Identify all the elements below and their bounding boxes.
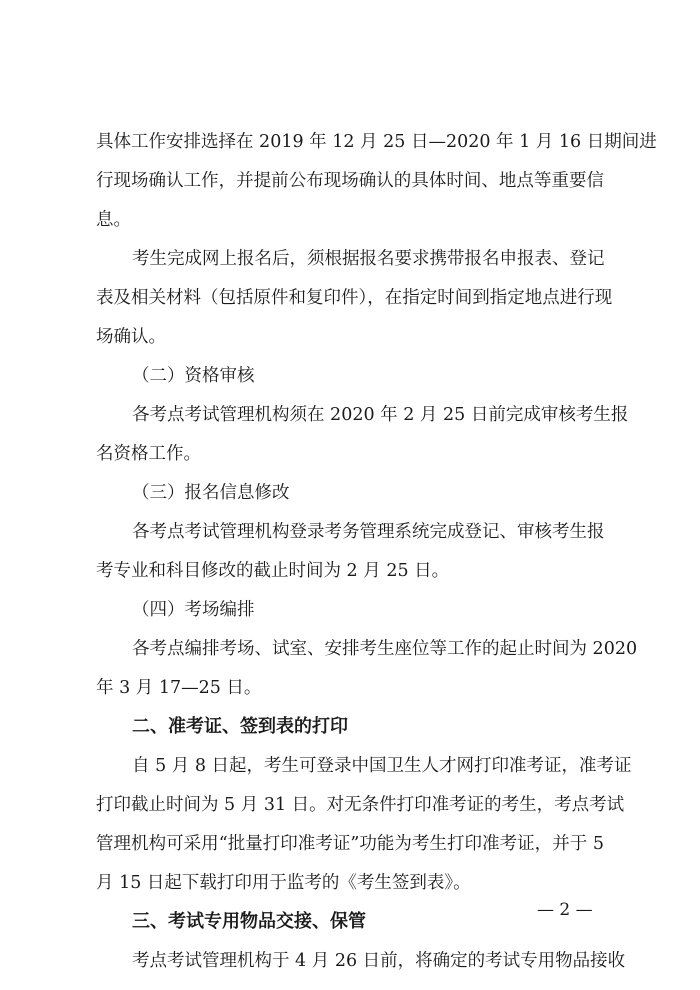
sub3-line1: 各考点考试管理机构登录考务管理系统完成登记、审核考生报 [132, 522, 605, 542]
sub2-line2: 名资格工作。 [96, 444, 201, 464]
section2-heading: 二、准考证、签到表的打印 [132, 716, 348, 737]
sub4-line2: 年 3 月 17—25 日。 [96, 678, 262, 698]
section2-line2: 打印截止时间为 5 月 31 日。对无条件打印准考证的考生，考点考试 [96, 795, 625, 815]
sub2-heading: （二）资格审核 [132, 366, 255, 386]
section3-line1: 考点考试管理机构于 4 月 26 日前，将确定的考试专用物品接收 [132, 951, 626, 971]
para2-line1: 考生完成网上报名后，须根据报名要求携带报名申报表、登记 [132, 249, 605, 269]
sub4-line1: 各考点编排考场、试室、安排考生座位等工作的起止时间为 2020 [132, 639, 638, 659]
para1-line2: 行现场确认工作，并提前公布现场确认的具体时间、地点等重要信 [96, 171, 604, 191]
sub3-line2: 考专业和科目修改的截止时间为 2 月 25 日。 [96, 561, 450, 581]
page-number: — 2 — [537, 900, 593, 920]
para1-line1: 具体工作安排选择在 2019 年 12 月 25 日—2020 年 1 月 16 日期间进 [96, 132, 657, 152]
section2-line4: 月 15 日起下载打印用于监考的《考生签到表》。 [96, 873, 471, 893]
para1-line3: 息。 [96, 210, 131, 230]
section3-heading: 三、考试专用物品交接、保管 [132, 911, 366, 932]
section2-line1: 自 5 月 8 日起，考生可登录中国卫生人才网打印准考证，准考证 [132, 756, 632, 776]
sub3-heading: （三）报名信息修改 [132, 483, 290, 503]
para2-line2: 表及相关材料（包括原件和复印件），在指定时间到指定地点进行现 [96, 288, 613, 308]
sub2-line1: 各考点考试管理机构须在 2020 年 2 月 25 日前完成审核考生报 [132, 405, 629, 425]
sub4-heading: （四）考场编排 [132, 600, 255, 620]
para2-line3: 场确认。 [96, 327, 166, 347]
section2-line3: 管理机构可采用“批量打印准考证”功能为考生打印准考证，并于 5 [96, 834, 604, 854]
